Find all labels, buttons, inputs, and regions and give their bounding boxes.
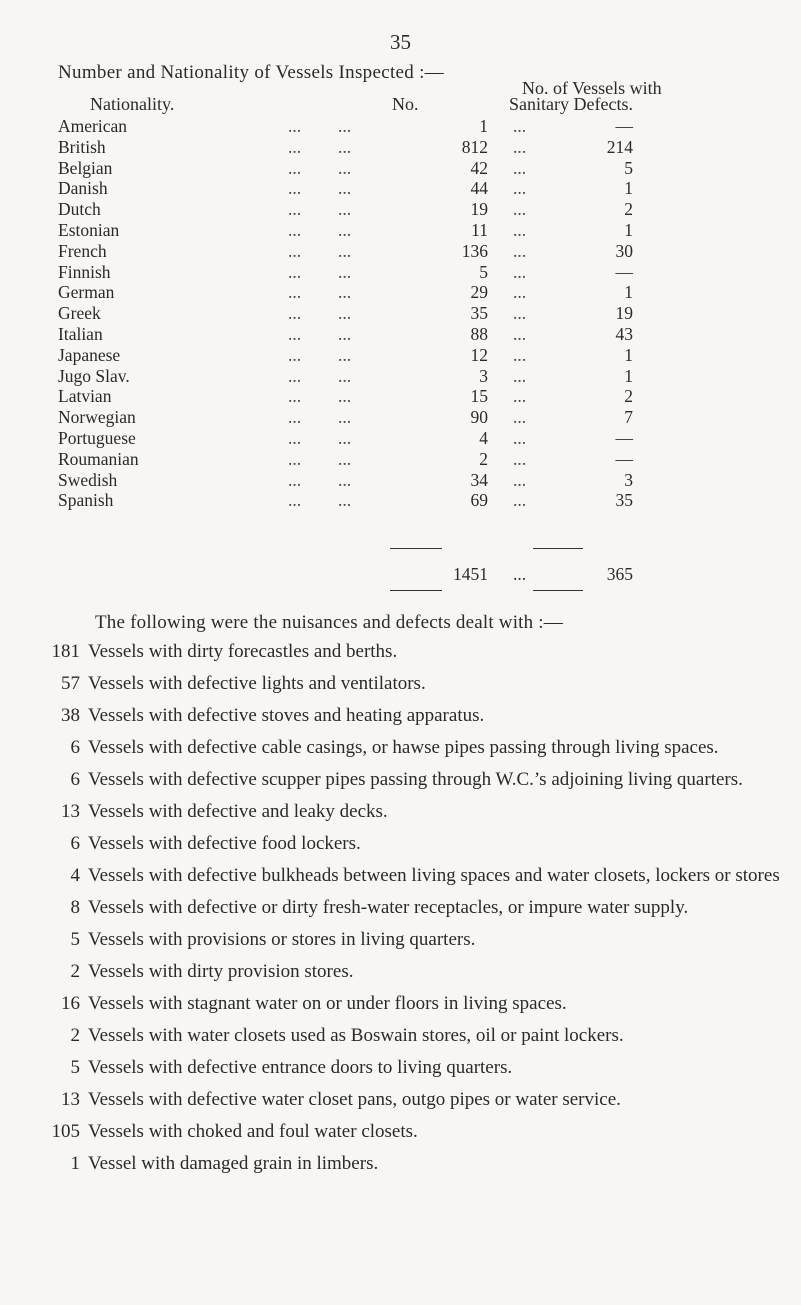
leader-dots: ... (338, 178, 352, 199)
leader-dots: ... (288, 282, 302, 303)
table-row (58, 220, 748, 241)
leader-dots: ... (288, 365, 302, 386)
leader-dots: ... (513, 240, 527, 261)
leader-dots: ... (338, 490, 352, 511)
leader-dots: ... (288, 178, 302, 199)
nationality-cell: Finnish (58, 261, 111, 282)
leader-dots: ... (288, 469, 302, 490)
leader-dots: ... (513, 116, 527, 136)
list-item (30, 768, 780, 791)
list-item (30, 896, 780, 919)
leader-dots: ... (288, 448, 302, 469)
defects-list (30, 640, 780, 1184)
number-cell: 44 (470, 178, 488, 199)
number-cell: 12 (470, 344, 488, 365)
defects-cell: 7 (624, 407, 633, 428)
leader-dots: ... (288, 323, 302, 344)
defect-count: 5 (70, 929, 80, 950)
number-cell: 35 (470, 303, 488, 324)
leader-dots: ... (513, 386, 527, 407)
leader-dots: ... (338, 386, 352, 407)
defect-count: 181 (51, 641, 80, 662)
leader-dots: ... (288, 136, 302, 157)
leader-dots: ... (288, 116, 302, 136)
table-row (58, 199, 748, 220)
number-cell: 812 (461, 136, 488, 157)
list-item (30, 1024, 780, 1047)
nationality-cell: Portuguese (58, 427, 136, 448)
defects-cell: 2 (624, 199, 633, 220)
defects-cell: 1 (624, 365, 633, 386)
total-rule-number (390, 590, 442, 591)
nationality-cell: Danish (58, 178, 108, 199)
total-defects: 365 (606, 564, 633, 584)
table-row (58, 428, 748, 449)
table-row (58, 449, 748, 470)
leader-dots: ... (338, 323, 352, 344)
column-header-defects-line2: Sanitary Defects. (509, 94, 633, 114)
defects-cell: 1 (624, 282, 633, 303)
leader-dots: ... (338, 136, 352, 157)
table-row (58, 137, 748, 158)
defect-description: Vessels with defective and leaky decks. (88, 801, 388, 822)
table-row (58, 324, 748, 345)
nationality-cell: Latvian (58, 386, 112, 407)
list-item (30, 992, 780, 1015)
leader-dots: ... (338, 219, 352, 240)
list-item (30, 928, 780, 951)
list-item (30, 640, 780, 663)
table-row (58, 116, 748, 137)
number-cell: 69 (470, 490, 488, 511)
defects-cell: — (615, 427, 633, 448)
column-header-nationality: Nationality. (90, 94, 175, 114)
leader-dots: ... (513, 448, 527, 469)
list-item (30, 1088, 780, 1111)
list-item (30, 864, 780, 887)
leader-dots: ... (288, 427, 302, 448)
defects-cell: 5 (624, 157, 633, 178)
leader-dots: ... (338, 427, 352, 448)
leader-dots: ... (338, 282, 352, 303)
nationality-cell: Italian (58, 323, 103, 344)
defect-count: 2 (70, 1025, 80, 1046)
defects-cell: 1 (624, 178, 633, 199)
list-item (30, 736, 780, 759)
subtotal-rule-defects (533, 548, 583, 549)
leader-dots: ... (338, 240, 352, 261)
nationality-cell: British (58, 136, 106, 157)
nationality-cell: Greek (58, 303, 101, 324)
leader-dots: ... (338, 303, 352, 324)
nationality-cell: Spanish (58, 490, 114, 511)
defect-description: Vessels with water closets used as Boswain stores, oil or paint lockers. (88, 1025, 624, 1046)
nationality-cell: Swedish (58, 469, 118, 490)
defect-description: Vessel with damaged grain in limbers. (88, 1153, 379, 1174)
leader-dots: ... (338, 199, 352, 220)
nationality-cell: French (58, 240, 107, 261)
nationality-cell: Norwegian (58, 407, 136, 428)
leader-dots: ... (338, 261, 352, 282)
defects-cell: 43 (615, 323, 633, 344)
leader-dots: ... (288, 199, 302, 220)
table-row (58, 303, 748, 324)
nationality-cell: Dutch (58, 199, 101, 220)
number-cell: 136 (461, 240, 488, 261)
leader-dots: ... (513, 157, 527, 178)
defect-count: 57 (61, 673, 80, 694)
nationality-cell: Roumanian (58, 448, 139, 469)
leader-dots: ... (338, 344, 352, 365)
number-cell: 90 (470, 407, 488, 428)
nationality-cell: American (58, 116, 127, 136)
defect-description: Vessels with provisions or stores in living quarters. (88, 929, 476, 950)
defect-description: Vessels with dirty forecastles and berths. (88, 641, 398, 662)
leader-dots: ... (338, 448, 352, 469)
leader-dots: ... (288, 344, 302, 365)
leader-dots: ... (288, 490, 302, 511)
number-cell: 11 (471, 219, 488, 240)
leader-dots: ... (288, 219, 302, 240)
leader-dots: ... (513, 323, 527, 344)
leader-dots: ... (338, 407, 352, 428)
nationality-cell: Belgian (58, 157, 113, 178)
number-cell: 42 (470, 157, 488, 178)
leader-dots: ... (513, 303, 527, 324)
table-row (58, 345, 748, 366)
number-cell: 34 (470, 469, 488, 490)
defect-count: 5 (70, 1057, 80, 1078)
defect-count: 6 (70, 833, 80, 854)
leader-dots: ... (513, 427, 527, 448)
subtotal-rule-number (390, 548, 442, 549)
nationality-cell: German (58, 282, 115, 303)
number-cell: 19 (470, 199, 488, 220)
defects-cell: 30 (615, 240, 633, 261)
defects-cell: 19 (615, 303, 633, 324)
number-cell: 5 (479, 261, 488, 282)
total-leader-dots: ... (513, 564, 527, 584)
defect-count: 38 (61, 705, 80, 726)
defect-count: 6 (70, 737, 80, 758)
leader-dots: ... (513, 407, 527, 428)
defects-cell: 2 (624, 386, 633, 407)
leader-dots: ... (338, 157, 352, 178)
table-row (58, 407, 748, 428)
table-row (58, 241, 748, 262)
leader-dots: ... (288, 240, 302, 261)
column-header-number: No. (392, 94, 419, 114)
leader-dots: ... (513, 219, 527, 240)
defect-description: Vessels with defective water closet pans, outgo pipes or water service. (88, 1089, 621, 1110)
number-cell: 4 (479, 427, 488, 448)
number-cell: 1 (479, 116, 488, 136)
table-row (58, 470, 748, 491)
list-item (30, 832, 780, 855)
number-cell: 88 (470, 323, 488, 344)
leader-dots: ... (288, 261, 302, 282)
leader-dots: ... (513, 282, 527, 303)
table-row (58, 158, 748, 179)
leader-dots: ... (338, 116, 352, 136)
defect-count: 1 (70, 1153, 80, 1174)
defect-count: 105 (51, 1121, 80, 1142)
section-heading: Number and Nationality of Vessels Inspected :— (58, 62, 444, 83)
defect-description: Vessels with defective food lockers. (88, 833, 361, 854)
table-row (58, 386, 748, 407)
number-cell: 3 (479, 365, 488, 386)
defects-cell: 35 (615, 490, 633, 511)
defect-count: 6 (70, 769, 80, 790)
defect-description: Vessels with defective or dirty fresh-water receptacles, or impure water supply. (88, 897, 689, 918)
list-item (30, 704, 780, 727)
page-number: 35 (390, 30, 411, 54)
table-row (58, 178, 748, 199)
column-header-defects-line1: No. of Vessels with (522, 78, 662, 98)
leader-dots: ... (513, 136, 527, 157)
vessels-table (58, 116, 748, 511)
leader-dots: ... (288, 407, 302, 428)
table-row (58, 262, 748, 283)
defect-description: Vessels with defective lights and ventilators. (88, 673, 426, 694)
leader-dots: ... (513, 178, 527, 199)
leader-dots: ... (338, 469, 352, 490)
list-item (30, 1152, 780, 1175)
nationality-cell: Estonian (58, 219, 120, 240)
defect-count: 16 (61, 993, 80, 1014)
list-item (30, 1120, 780, 1143)
total-rule-defects (533, 590, 583, 591)
defect-description: Vessels with stagnant water on or under floors in living spaces. (88, 993, 567, 1014)
defects-cell: 1 (624, 219, 633, 240)
leader-dots: ... (513, 365, 527, 386)
defect-description: Vessels with dirty provision stores. (88, 961, 354, 982)
defect-description: Vessels with defective entrance doors to living quarters. (88, 1057, 513, 1078)
list-item (30, 672, 780, 695)
leader-dots: ... (513, 199, 527, 220)
defect-count: 2 (70, 961, 80, 982)
defect-description: Vessels with defective stoves and heating apparatus. (88, 705, 485, 726)
number-cell: 29 (470, 282, 488, 303)
table-row (58, 282, 748, 303)
defects-cell: 1 (624, 344, 633, 365)
leader-dots: ... (513, 469, 527, 490)
leader-dots: ... (288, 303, 302, 324)
leader-dots: ... (288, 157, 302, 178)
defect-description: Vessels with defective cable casings, or hawse pipes passing through living spaces. (88, 737, 719, 758)
defects-cell: 214 (606, 136, 633, 157)
defect-count: 13 (61, 801, 80, 822)
defect-description: Vessels with defective scupper pipes passing through W.C.’s adjoining living quarters. (88, 769, 743, 790)
defect-count: 13 (61, 1089, 80, 1110)
defects-cell: — (615, 448, 633, 469)
leader-dots: ... (288, 386, 302, 407)
nationality-cell: Jugo Slav. (58, 365, 130, 386)
defect-count: 4 (70, 865, 80, 886)
table-row (58, 366, 748, 387)
list-item (30, 1056, 780, 1079)
list-item (30, 960, 780, 983)
defect-description: Vessels with defective bulkheads between living spaces and water closets, lockers or stores (88, 865, 780, 886)
defects-cell: — (615, 116, 633, 136)
list-item (30, 800, 780, 823)
defects-cell: — (615, 261, 633, 282)
table-row (58, 490, 748, 511)
number-cell: 15 (470, 386, 488, 407)
leader-dots: ... (513, 490, 527, 511)
defect-description: Vessels with choked and foul water closets. (88, 1121, 418, 1142)
nationality-cell: Japanese (58, 344, 121, 365)
defect-count: 8 (70, 897, 80, 918)
number-cell: 2 (479, 448, 488, 469)
leader-dots: ... (513, 261, 527, 282)
leader-dots: ... (338, 365, 352, 386)
defects-intro: The following were the nuisances and defects dealt with :— (95, 612, 563, 633)
leader-dots: ... (513, 344, 527, 365)
defects-cell: 3 (624, 469, 633, 490)
total-number: 1451 (453, 564, 488, 584)
